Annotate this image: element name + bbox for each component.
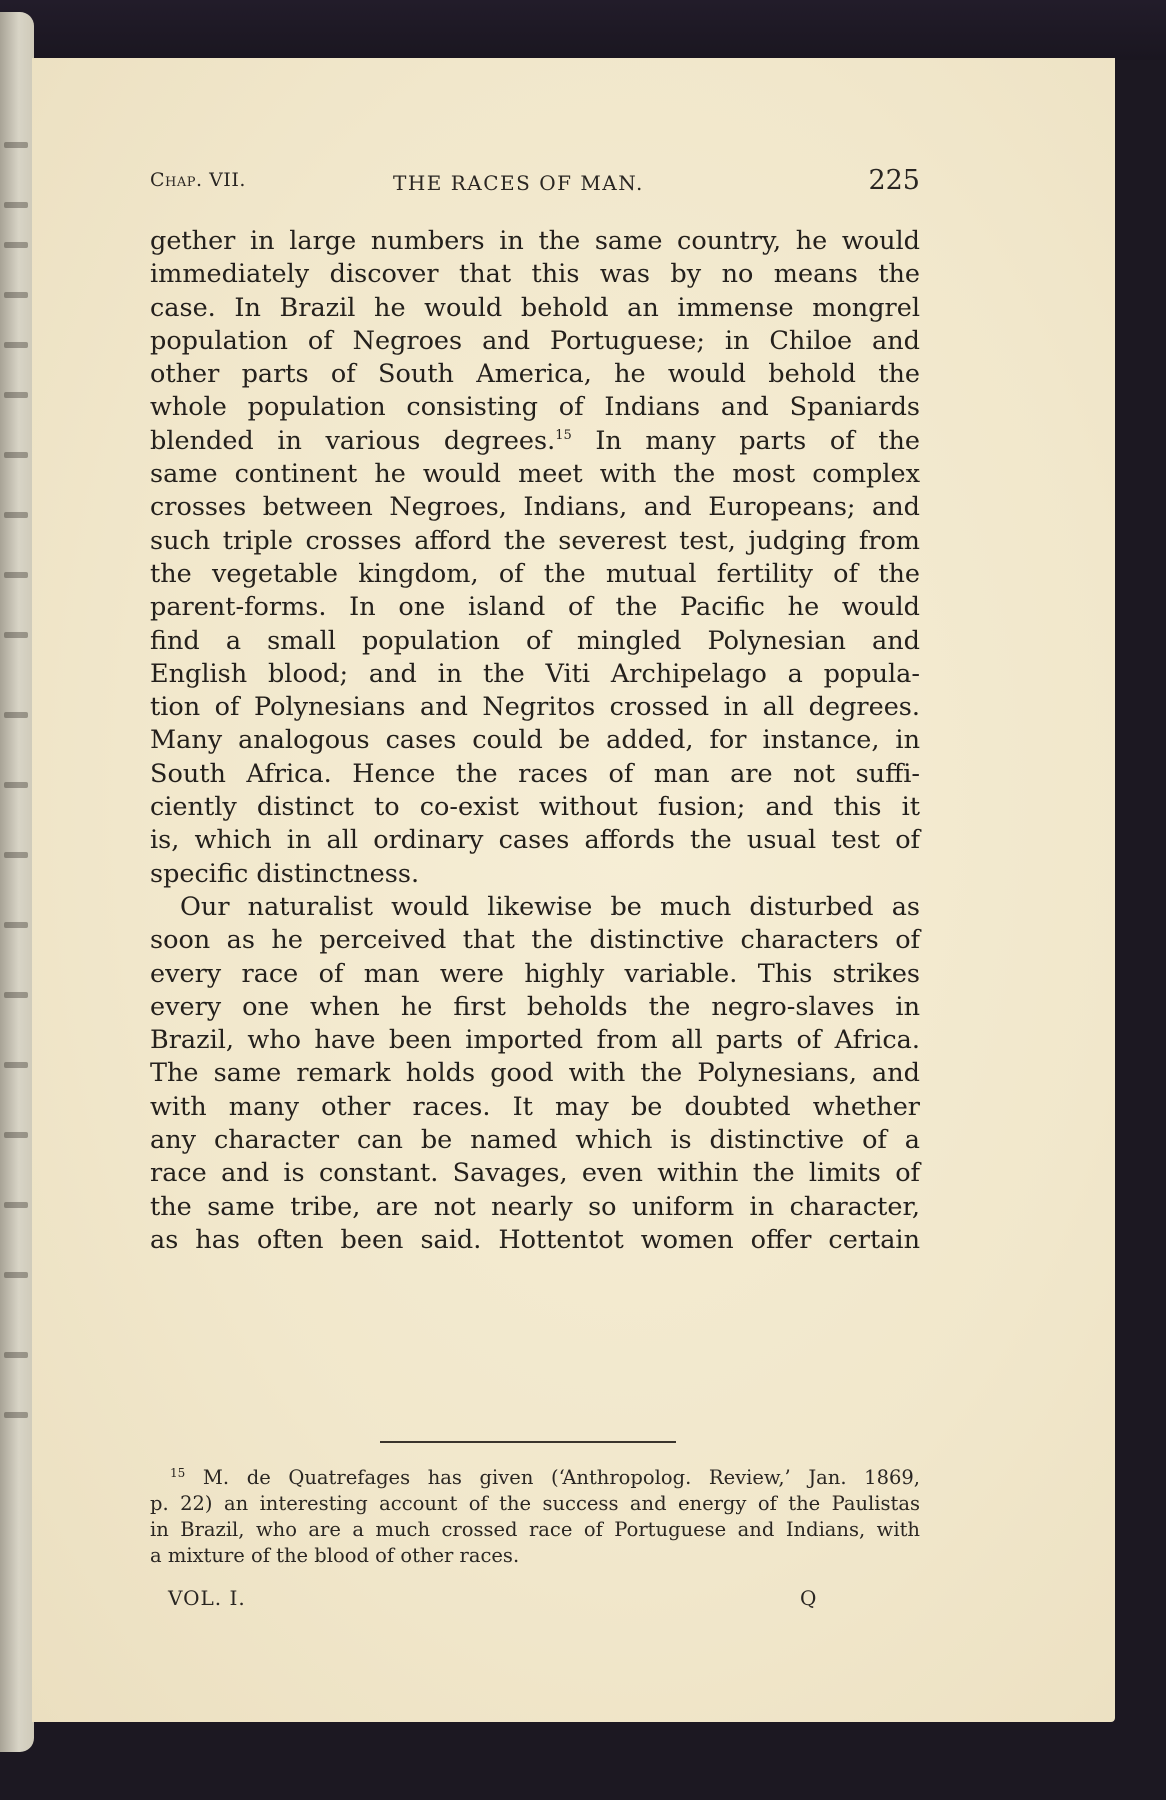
ghost-text bbox=[4, 242, 28, 248]
text-segment: In many parts of the bbox=[571, 425, 920, 456]
ghost-text bbox=[4, 1352, 28, 1358]
text-line: is, which in all ordinary cases affords the usual test of bbox=[150, 825, 920, 856]
text-line: crosses between Negroes, Indians, and Europeans; and bbox=[150, 492, 920, 523]
text-line: race and is constant. Savages, even within the limits of bbox=[150, 1158, 920, 1189]
text-line: South Africa. Hence the races of man are not suffi- bbox=[150, 758, 920, 789]
ghost-text bbox=[4, 1272, 28, 1278]
ghost-text bbox=[4, 782, 28, 788]
ghost-text bbox=[4, 512, 28, 518]
text-line: whole population consisting of Indians and Spaniards bbox=[150, 392, 920, 423]
facing-page-edge bbox=[0, 12, 34, 1752]
ghost-text bbox=[4, 1132, 28, 1138]
text-line: ciently distinct to co-exist without fusion; and this it bbox=[150, 792, 920, 823]
text-line: specific distinctness. bbox=[150, 858, 420, 889]
text-line-with-footnote bbox=[150, 425, 920, 458]
volume-label: VOL. I. bbox=[168, 1586, 246, 1610]
ghost-text bbox=[4, 712, 28, 718]
ghost-text bbox=[4, 1202, 28, 1208]
text-line: as has often been said. Hottentot women offer certain bbox=[150, 1224, 920, 1255]
text-line: with many other races. It may be doubted whether bbox=[150, 1091, 920, 1122]
ghost-text bbox=[4, 922, 28, 928]
text-line: English blood; and in the Viti Archipelago a popula- bbox=[150, 658, 920, 689]
text-line: gether in large numbers in the same country, he would bbox=[150, 226, 920, 256]
text-line: find a small population of mingled Polynesian and bbox=[150, 625, 920, 656]
footnote-reference[interactable]: 15 bbox=[555, 427, 572, 443]
page-number: 225 bbox=[868, 165, 920, 196]
footnote-line: p. 22) an interesting account of the success and energy of the Paulistas bbox=[150, 1492, 920, 1515]
ghost-text bbox=[4, 292, 28, 298]
running-header bbox=[150, 165, 920, 199]
footnote-text: M. de Quatrefages has given (‘Anthropolog. Review,’ Jan. 1869, bbox=[202, 1466, 920, 1489]
ghost-text bbox=[4, 852, 28, 858]
text-line: the vegetable kingdom, of the mutual fertility of the bbox=[150, 558, 920, 589]
text-line: other parts of South America, he would behold the bbox=[150, 359, 920, 390]
text-line: The same remark holds good with the Polynesians, and bbox=[150, 1058, 920, 1089]
ghost-text bbox=[4, 1062, 28, 1068]
ghost-text bbox=[4, 572, 28, 578]
text-line: such triple crosses afford the severest test, judging from bbox=[150, 525, 920, 556]
text-line: any character can be named which is distinctive of a bbox=[150, 1125, 920, 1156]
text-segment: blended in various degrees. bbox=[150, 425, 556, 456]
text-line: same continent he would meet with the most complex bbox=[150, 459, 920, 490]
footnotes bbox=[150, 1465, 920, 1569]
ghost-text bbox=[4, 142, 28, 148]
text-line: parent-forms. In one island of the Pacific he would bbox=[150, 592, 920, 623]
ghost-text bbox=[4, 632, 28, 638]
ghost-text bbox=[4, 992, 28, 998]
footnote-line: in Brazil, who are a much crossed race of Portuguese and Indians, with bbox=[150, 1518, 920, 1541]
ghost-text bbox=[4, 452, 28, 458]
text-line: population of Negroes and Portuguese; in Chiloe and bbox=[150, 325, 920, 356]
footnote-line: a mixture of the blood of other races. bbox=[150, 1544, 520, 1567]
footnote-number: 15 bbox=[170, 1466, 186, 1480]
text-line-paragraph-start: Our naturalist would likewise be much disturbed as bbox=[180, 891, 920, 922]
chapter-label: Chap. VII. bbox=[150, 169, 246, 191]
text-line: soon as he perceived that the distinctive characters of bbox=[150, 925, 920, 956]
ghost-text bbox=[4, 1412, 28, 1418]
footnote-line bbox=[150, 1465, 920, 1491]
text-line: immediately discover that this was by no means the bbox=[150, 259, 920, 290]
text-line: every one when he first beholds the negro-slaves in bbox=[150, 991, 920, 1022]
body-text bbox=[150, 225, 920, 1257]
text-line: every race of man were highly variable. This strikes bbox=[150, 958, 920, 989]
book-cover-top bbox=[0, 0, 1166, 60]
running-title: THE RACES OF MAN. bbox=[393, 171, 644, 195]
ghost-text bbox=[4, 342, 28, 348]
signature-mark: Q bbox=[800, 1586, 817, 1610]
footnote-separator bbox=[380, 1441, 676, 1443]
ghost-text bbox=[4, 202, 28, 208]
text-line: Brazil, who have been imported from all parts of Africa. bbox=[150, 1025, 920, 1056]
text-line: case. In Brazil he would behold an immense mongrel bbox=[150, 292, 920, 323]
ghost-text bbox=[4, 392, 28, 398]
text-line: tion of Polynesians and Negritos crossed in all degrees. bbox=[150, 692, 920, 723]
text-line: Many analogous cases could be added, for instance, in bbox=[150, 725, 920, 756]
text-line: the same tribe, are not nearly so uniform in character, bbox=[150, 1191, 920, 1222]
printer-signature bbox=[150, 1586, 920, 1616]
